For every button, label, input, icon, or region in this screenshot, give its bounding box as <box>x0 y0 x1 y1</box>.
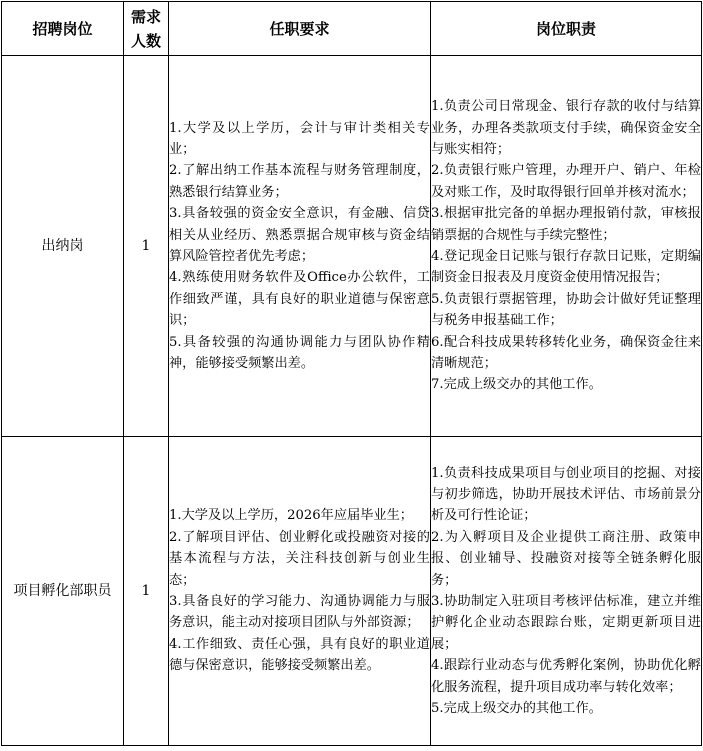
header-count <box>124 2 169 56</box>
requirements-cell <box>169 437 431 746</box>
duty-item: 7.完成上级交办的其他工作。 <box>431 377 602 393</box>
duties-cell <box>431 56 702 437</box>
requirement-item: 1.大学及以上学历，会计与审计类相关专业； <box>169 120 430 157</box>
duty-item: 1.负责科技成果项目与创业项目的挖掘、对接与初步筛选，协助开展技术评估、市场前景分析及可行性论证； <box>431 465 701 524</box>
requirement-item: 4.工作细致、责任心强，具有良好的职业道德与保密意识，能够接受频繁出差。 <box>169 636 430 674</box>
duty-item: 2.为入孵项目及企业提供工商注册、政策申报、创业辅导、投融资对接等全链条孵化服务； <box>431 529 701 588</box>
table-row <box>2 56 702 437</box>
header-position: 招聘岗位 <box>2 2 124 56</box>
requirement-item: 3.具备较强的资金安全意识，有金融、信贷相关从业经历、熟悉票据合规审核与资金结算风险管控者优先考虑； <box>169 206 430 264</box>
duty-item: 4.跟踪行业动态与优秀孵化案例，协助优化孵化服务流程，提升项目成功率与转化效率； <box>431 658 701 695</box>
requirement-item: 4.熟练使用财务软件及Office办公软件，工作细致严谨，具有良好的职业道德与保密意识； <box>169 270 430 329</box>
requirements-cell <box>169 56 431 437</box>
duty-item: 1.负责公司日常现金、银行存款的收付与结算业务，办理各类款项支付手续，确保资金安全与账实相符； <box>431 99 701 157</box>
count-cell: 1 <box>124 437 169 746</box>
duty-item: 3.协助制定入驻项目考核评估标准，建立并维护孵化企业动态跟踪台账，定期更新项目进展； <box>431 594 701 652</box>
duty-item: 2.负责银行账户管理，办理开户、销户、年检及对账工作，及时取得银行回单并核对流水； <box>431 163 701 200</box>
header-duties: 岗位职责 <box>431 2 702 56</box>
position-cell: 项目孵化部职员 <box>2 437 124 746</box>
duty-item: 3.根据审批完备的单据办理报销付款，审核报销票据的合规性与手续完整性； <box>431 206 701 243</box>
requirement-item: 3.具备良好的学习能力、沟通协调能力与服务意识，能主动对接项目团队与外部资源； <box>169 594 430 631</box>
count-cell: 1 <box>124 56 169 437</box>
duty-item: 5.完成上级交办的其他工作。 <box>431 701 602 717</box>
header-row <box>2 2 702 56</box>
position-cell: 出纳岗 <box>2 56 124 437</box>
requirement-item: 5.具备较强的沟通协调能力与团队协作精神，能够接受频繁出差。 <box>169 334 430 372</box>
duties-cell <box>431 437 702 746</box>
duty-item: 5.负责银行票据管理，协助会计做好凭证整理与税务申报基础工作； <box>431 291 701 329</box>
duty-item: 6.配合科技成果转移转化业务，确保资金往来清晰规范； <box>431 334 701 372</box>
requirement-item: 2.了解出纳工作基本流程与财务管理制度，熟悉银行结算业务； <box>169 163 430 200</box>
requirement-item: 1.大学及以上学历，2026年应届毕业生； <box>169 508 413 524</box>
header-requirements: 任职要求 <box>169 2 431 56</box>
header-count-line2: 人数 <box>130 31 161 50</box>
recruitment-table <box>1 1 702 746</box>
duty-item: 4.登记现金日记账与银行存款日记账，定期编制资金日报表及月度资金使用情况报告； <box>431 249 701 286</box>
table-row <box>2 437 702 746</box>
header-count-line1: 需求 <box>130 7 161 26</box>
requirement-item: 2.了解项目评估、创业孵化或投融资对接的基本流程与方法，关注科技创新与创业生态； <box>169 529 430 588</box>
